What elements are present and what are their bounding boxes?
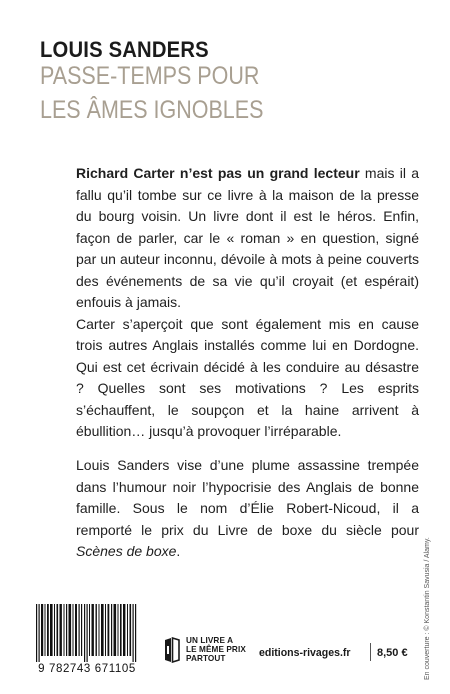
book-price-label-line-1: UN LIVRE A: [186, 636, 234, 645]
book-title-italic: Scènes de boxe: [76, 543, 177, 559]
publisher-website: editions-rivages.fr: [259, 647, 351, 659]
author-bio: [76, 455, 419, 563]
isbn-number: 9 782743 671105: [38, 663, 136, 675]
book-price-label-line-3: PARTOUT: [186, 654, 226, 664]
title-line-1: PASSE-TEMPS POUR: [40, 62, 260, 90]
book-price: 8,50 €: [377, 647, 408, 659]
author-bio-text: Louis Sanders vise d’une plume assassine trempée dans l’humour noir l’hypocrisie des Anglais de bonne famille. Sous le nom d’Élie Robert-Nicoud, il a remporté le prix du Livre de boxe du siècle pour: [76, 457, 419, 538]
book-price-label: [186, 636, 246, 664]
title-line-2: LES ÂMES IGNOBLES: [40, 96, 264, 124]
isbn-barcode: [29, 604, 145, 678]
book-price-label-line-2: LE MÊME PRIX: [186, 645, 246, 655]
cover-photo-credit: En couverture : © Konstantin Savusia / Alamy.: [424, 537, 431, 680]
author-bio-end: .: [176, 543, 181, 559]
blurb-paragraph-1: mais il a fallu qu’il tombe sur ce livre à la maison de la presse du bourg voisin. Un livre dont il est le héros. Enfin, façon de parler, car le « roman » en question, signé par un auteur inconnu, dévoile à mots à peine couverts des événements de sa vie qu’il croyait (et espérait) enfouis à jamais.: [76, 165, 420, 310]
author-name: LOUIS SANDERS: [40, 37, 209, 62]
blurb-lead: Richard Carter n’est pas un grand lecteur: [76, 165, 360, 181]
barcode-icon: [34, 604, 140, 662]
blurb-paragraph-2: Carter s’aperçoit que sont également mis en cause trois autres Anglais installés comme lui en Dordogne. Qui est cet écrivain décidé à les conduire au désastre ? Quelles sont ses motivations ? Les esprits s’échauffent, le soupçon et la haine arrivent à ébullition… jusqu’à provoquer l’irréparable.: [76, 315, 419, 439]
book-price-logo-icon: [164, 637, 180, 663]
footer-divider: [370, 643, 371, 661]
blurb-text-block: [76, 163, 419, 443]
